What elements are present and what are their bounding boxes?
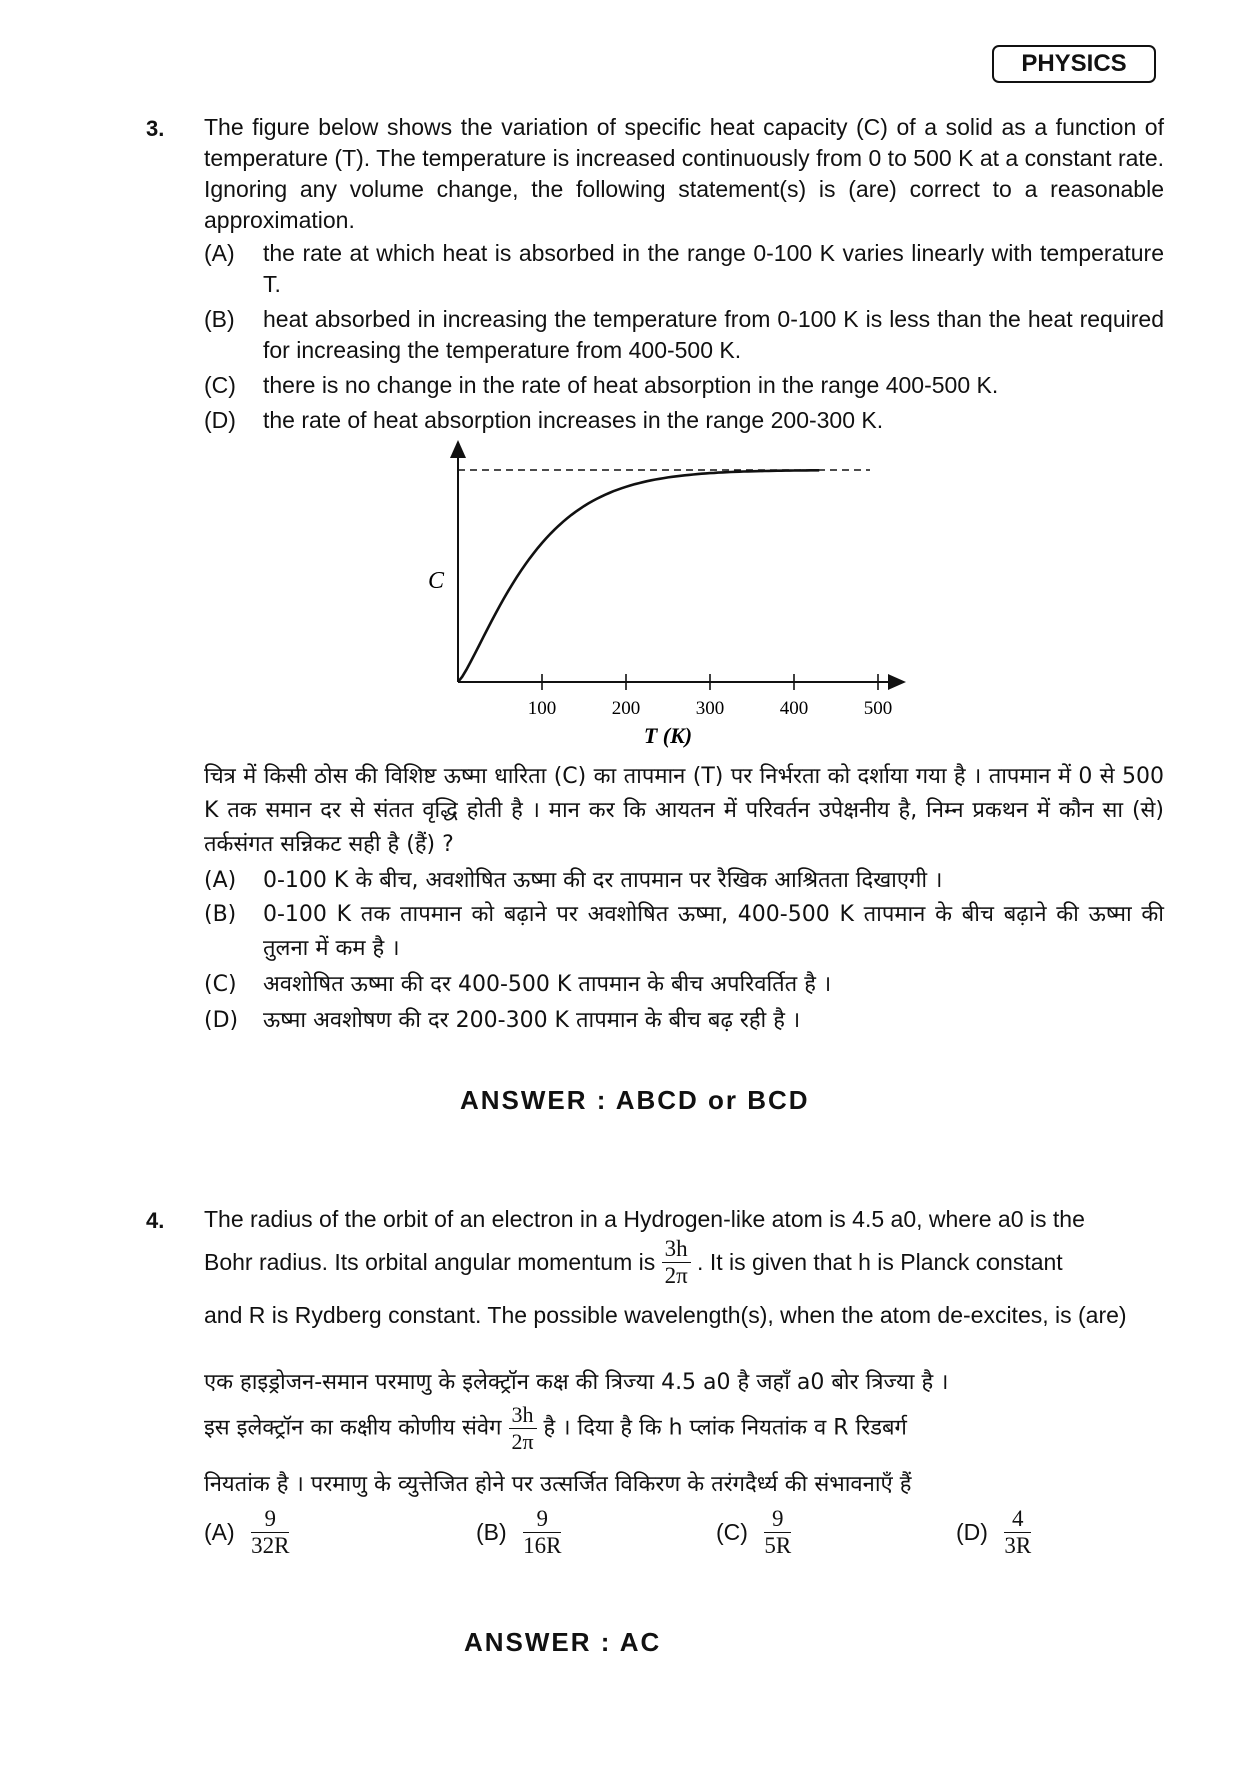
hindi-line-2-end: है । दिया है कि h प्लांक नियतांक व R रिडबर्ग bbox=[543, 1415, 907, 1441]
x-tick-label: 200 bbox=[611, 698, 641, 719]
option-label: (D) bbox=[204, 407, 236, 433]
q4-option-b bbox=[476, 1506, 561, 1559]
subject-label: PHYSICS bbox=[992, 45, 1156, 83]
fraction-numerator: 9 bbox=[251, 1506, 289, 1533]
q3-option-d bbox=[204, 405, 1164, 436]
fraction-denominator: 2π bbox=[511, 1429, 534, 1454]
question-4-line-1: The radius of the orbit of an electron in a Hydrogen-like atom is 4.5 a0, where a0 is the bbox=[204, 1206, 1085, 1232]
x-tick-label: 300 bbox=[695, 698, 725, 719]
q4-option-a bbox=[204, 1506, 289, 1559]
fraction-numerator: 9 bbox=[764, 1506, 791, 1533]
x-tick-label: 400 bbox=[779, 698, 809, 719]
fraction-numerator: 4 bbox=[1004, 1506, 1031, 1533]
option-label: (A) bbox=[204, 1519, 235, 1545]
option-text: heat absorbed in increasing the temperature from 0-100 K is less than the heat required for increasing the temperature from 400-500 K. bbox=[263, 306, 1164, 363]
option-text: there is no change in the rate of heat absorption in the range 400-500 K. bbox=[263, 372, 999, 398]
question-4-hindi-line-1: एक हाइड्रोजन-समान परमाणु के इलेक्ट्रॉन कक्ष की त्रिज्या 4.5 a0 है जहाँ a0 बोर त्रिज्या है । bbox=[204, 1370, 949, 1395]
option-label: (C) bbox=[204, 372, 236, 398]
question-4-answer: ANSWER : AC bbox=[464, 1627, 662, 1657]
line-2-start: Bohr radius. Its orbital angular momentum is bbox=[204, 1249, 656, 1275]
option-fraction bbox=[1004, 1506, 1031, 1559]
option-text: 0-100 K तक तापमान को बढ़ाने पर अवशोषित ऊष्मा, 400-500 K तापमान के बीच बढ़ाने की ऊष्मा की तुलना में कम है । bbox=[263, 902, 1164, 961]
q4-option-c bbox=[716, 1506, 791, 1559]
y-axis-label: C bbox=[428, 568, 445, 594]
option-text: 0-100 K के बीच, अवशोषित ऊष्मा की दर तापमान पर रैखिक आश्रितता दिखाएगी । bbox=[263, 868, 943, 893]
question-3-answer: ANSWER : ABCD or BCD bbox=[460, 1085, 810, 1115]
question-4-hindi-line-3: नियतांक है । परमाणु के व्युत्तेजित होने पर उत्सर्जित विकिरण के तरंगदैर्ध्य की संभावनाएँ हैं bbox=[204, 1472, 912, 1497]
question-3-hindi-stem: चित्र में किसी ठोस की विशिष्ट ऊष्मा धारिता (C) का तापमान (T) पर निर्भरता को दर्शाया गया है । तापमान में 0 से 500 K तक समान दर से संतत वृद्धि होती है । मान कर कि आयतन में परिवर्तन उपेक्षनीय है, निम्न प्रकथन में कौन सा (से) तर्कसंगत सन्निकट सही है (हैं) ? bbox=[204, 764, 1164, 857]
q3-hindi-option-b bbox=[204, 898, 1164, 966]
specific-heat-graph bbox=[400, 440, 920, 750]
fraction-numerator: 3h bbox=[662, 1236, 691, 1263]
fraction-denominator: 32R bbox=[251, 1533, 290, 1558]
option-label: (C) bbox=[716, 1519, 748, 1545]
option-text: अवशोषित ऊष्मा की दर 400-500 K तापमान के बीच अपरिवर्तित है । bbox=[263, 972, 832, 997]
fraction-numerator: 3h bbox=[509, 1402, 537, 1429]
line-2-end: . It is given that h is Planck constant bbox=[697, 1249, 1063, 1275]
option-text: the rate at which heat is absorbed in the range 0-100 K varies linearly with temperature T. bbox=[263, 240, 1164, 297]
question-4-number: 4. bbox=[146, 1208, 165, 1233]
hindi-angular-momentum-fraction bbox=[509, 1402, 537, 1455]
q4-option-d bbox=[956, 1506, 1031, 1559]
hindi-line-2-start: इस इलेक्ट्रॉन का कक्षीय कोणीय संवेग bbox=[204, 1415, 502, 1441]
q3-hindi-option-a bbox=[204, 864, 1164, 898]
fraction-denominator: 3R bbox=[1004, 1533, 1032, 1558]
option-fraction bbox=[523, 1506, 561, 1559]
option-label: (B) bbox=[204, 306, 235, 332]
option-label: (A) bbox=[204, 868, 237, 893]
fraction-denominator: 2π bbox=[664, 1263, 688, 1288]
fraction-numerator: 9 bbox=[523, 1506, 561, 1533]
option-label: (A) bbox=[204, 240, 235, 266]
q3-option-a bbox=[204, 238, 1164, 300]
option-label: (D) bbox=[204, 1008, 239, 1033]
option-label: (B) bbox=[204, 902, 237, 927]
fraction-denominator: 5R bbox=[764, 1533, 792, 1558]
option-label: (D) bbox=[956, 1519, 988, 1545]
x-tick-label: 500 bbox=[863, 698, 893, 719]
fraction-denominator: 16R bbox=[523, 1533, 562, 1558]
q3-hindi-option-d bbox=[204, 1004, 1164, 1038]
question-3-stem: The figure below shows the variation of specific heat capacity (C) of a solid as a function of temperature (T). The temperature is increased continuously from 0 to 500 K at a constant rate. Ignoring any volume change, the following statement(s) is (are) correct to a reasonable approximation. bbox=[204, 114, 1164, 233]
question-3-number: 3. bbox=[146, 116, 165, 141]
option-fraction bbox=[764, 1506, 791, 1559]
option-text: ऊष्मा अवशोषण की दर 200-300 K तापमान के बीच बढ़ रही है । bbox=[263, 1008, 801, 1033]
x-tick-label: 100 bbox=[527, 698, 557, 719]
angular-momentum-fraction bbox=[662, 1236, 691, 1289]
option-fraction bbox=[251, 1506, 289, 1559]
option-label: (B) bbox=[476, 1519, 507, 1545]
x-axis-label: T (K) bbox=[643, 723, 693, 748]
option-label: (C) bbox=[204, 972, 237, 997]
q3-hindi-option-c bbox=[204, 968, 1164, 1002]
q3-option-c bbox=[204, 370, 1164, 401]
question-4-hindi-line-2 bbox=[204, 1402, 1164, 1464]
specific-heat-curve bbox=[458, 470, 819, 682]
question-4-line-3: and R is Rydberg constant. The possible wavelength(s), when the atom de-excites, is (are) bbox=[204, 1302, 1127, 1328]
option-text: the rate of heat absorption increases in the range 200-300 K. bbox=[263, 407, 884, 433]
question-4-line-2 bbox=[204, 1236, 1164, 1298]
q3-option-b bbox=[204, 304, 1164, 366]
